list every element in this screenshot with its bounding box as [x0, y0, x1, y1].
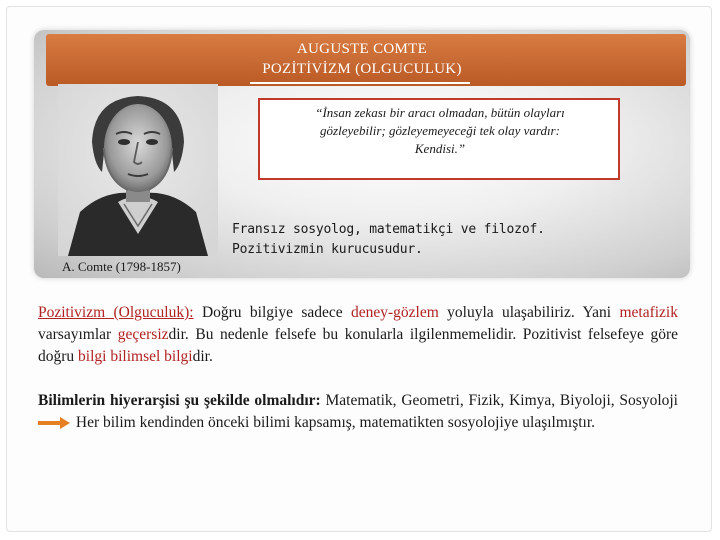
hierarchy-list: Matematik, Geometri, Fizik, Kimya, Biyoloji, Sosyoloji: [320, 392, 678, 409]
p1-text-2: yoluyla ulaşabiliriz. Yani: [438, 304, 620, 321]
p1-highlight-deney-gozlem: deney-gözlem: [350, 304, 439, 321]
portrait-engraving-icon: [58, 84, 218, 256]
hierarchy-lead: Bilimlerin hiyerarşisi şu şekilde olmalıdır:: [38, 392, 321, 409]
quote-text: [270, 104, 610, 158]
bio-text: [232, 220, 545, 260]
bio-line-1: Fransız sosyolog, matematikçi ve filozof.: [232, 222, 545, 237]
portrait-caption: A. Comte (1798-1857): [62, 259, 181, 274]
quote-line-2: gözleyebilir; gözleyemeyeceği tek olay vardır:: [320, 123, 560, 138]
paragraph-positivism: [38, 302, 678, 368]
paragraph-hierarchy: [38, 390, 678, 434]
slide-title: [46, 39, 678, 79]
p1-text-3: varsayımlar: [38, 326, 118, 343]
p1-highlight-gecersiz: geçersiz: [117, 326, 169, 343]
title-line-2: POZİTİVİZM (OLGUCULUK): [262, 61, 462, 77]
p1-text-4: dir. Bu nedenle felsefe bu konularla ilgilenmemelidir. Pozitivist felsefeye göre doğru: [38, 326, 678, 365]
p1-highlight-metafizik: metafizik: [619, 304, 678, 321]
hierarchy-rest: Her bilim kendinden önceki bilimi kapsamış, matematikten sosyolojiye ulaşılmıştır.: [72, 414, 596, 431]
p1-highlight-bilimsel-bilgi: bilgi bilimsel bilgi: [78, 348, 193, 365]
quote-line-1: “İnsan zekası bir aracı olmadan, bütün olayları: [315, 105, 565, 120]
arrow-right-icon: [38, 417, 72, 429]
p1-text-5: dir.: [192, 348, 213, 365]
title-underline: [250, 82, 470, 84]
title-line-1: AUGUSTE COMTE: [296, 41, 428, 57]
quote-line-3: Kendisi.”: [414, 141, 466, 156]
portrait-image: [58, 84, 218, 256]
bio-line-2: Pozitivizmin kurucusudur.: [232, 242, 423, 257]
positivism-term: Pozitivizm (Olguculuk):: [38, 304, 194, 321]
p1-text-1: Doğru bilgiye sadece: [193, 304, 351, 321]
